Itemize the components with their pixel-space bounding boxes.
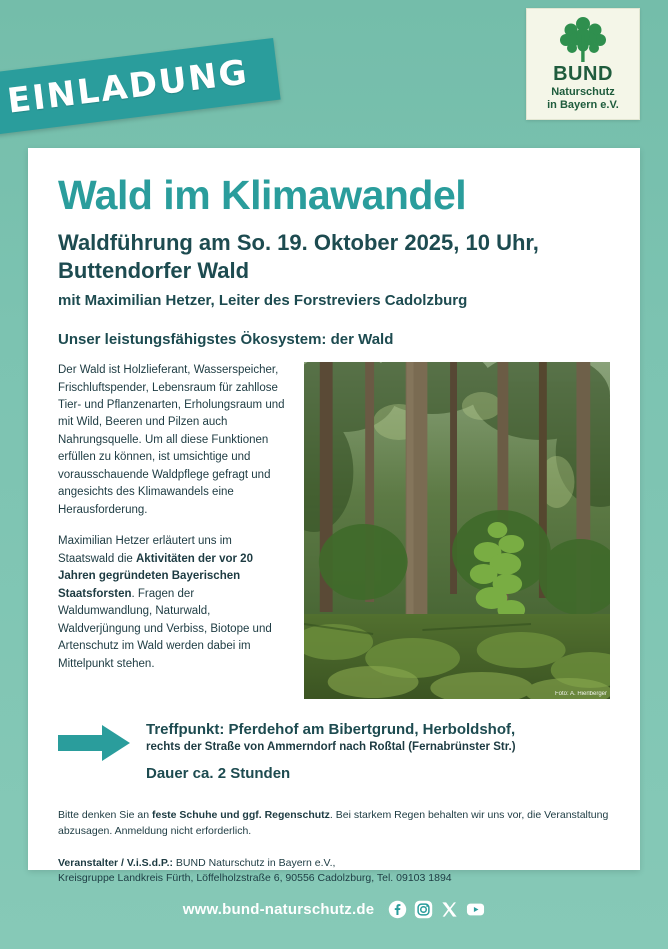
tree-icon (557, 15, 609, 63)
note-part2: . Bei starkem Regen behalten wir uns vor, die Veranstaltung abzusagen. Anmeldung nicht erforderlich. (58, 809, 609, 837)
logo-wordmark: BUND (553, 63, 613, 85)
invitation-banner (0, 38, 281, 136)
bund-logo (526, 8, 640, 120)
section-heading: Unser leistungsfähigstes Ökosystem: der Wald (58, 331, 394, 349)
event-byline: mit Maximilian Hetzer, Leiter des Forstreviers Cadolzburg (58, 292, 468, 310)
meeting-point-row (58, 721, 610, 782)
organizer-label: Veranstalter / V.i.S.d.P.: (58, 856, 173, 869)
organizer-name: BUND Naturschutz in Bayern e.V., (172, 856, 336, 869)
text-column (58, 362, 286, 699)
note-bold: feste Schuhe und ggf. Regenschutz (151, 809, 330, 822)
meeting-point-text (146, 721, 610, 782)
website-url[interactable]: www.bund-naturschutz.de (182, 901, 375, 918)
invitation-banner-label: EINLADUNG (5, 52, 251, 122)
forest-photo-image (304, 362, 610, 699)
x-twitter-icon[interactable] (440, 900, 459, 919)
paragraph-2-part2: . Fragen der Waldumwandlung, Naturwald, Waldverjüngung und Verbiss, Biotope und Artenschutz im Wald werden dabei im Mittelpunkt stehen. (58, 587, 272, 670)
note-text (58, 808, 610, 840)
logo-subtitle-line2: in Bayern e.V. (547, 98, 619, 111)
content-card (28, 148, 640, 885)
youtube-icon[interactable] (466, 900, 485, 919)
paragraph-2-part1: Maximilian Hetzer erläutert uns im Staatswald die (58, 535, 232, 565)
paragraph-1: Der Wald ist Holzlieferant, Wasserspeicher, Frischluftspender, Lebensraum für zahllose Tier- und Pflanzenarten, Erholungsraum und mit Wild, Beeren und Pilzen auch Nahrungsquelle. Um all diese Funktionen erfüllen zu können, ist umsichtige und vorausschauende Waldpflege gefragt und angesichts des Klimawandels eine Herausforderung. (58, 364, 285, 516)
content-row (58, 362, 610, 699)
social-links (388, 900, 485, 919)
note-part1: Bitte denken Sie an (58, 809, 152, 822)
instagram-icon[interactable] (414, 900, 433, 919)
facebook-icon[interactable] (388, 900, 407, 919)
paragraph-2-bold: Aktivitäten der vor 20 Jahren gegründeten Bayerischen Staatsforsten (58, 552, 253, 600)
organizer-address: Kreisgruppe Landkreis Fürth, Löffelholzstraße 6, 90556 Cadolzburg, Tel. 09103 1894 (58, 872, 452, 885)
paragraph-2 (58, 533, 286, 673)
event-subtitle: Waldführung am So. 19. Oktober 2025, 10 Uhr, Buttendorfer Wald (58, 230, 539, 283)
arrow-right-icon (58, 725, 130, 761)
footer (0, 870, 668, 949)
forest-photo (304, 362, 610, 699)
meeting-point-title: Treffpunkt: Pferdehof am Bibertgrund, Herboldshof, (146, 721, 516, 739)
page-title: Wald im Klimawandel (58, 172, 467, 218)
duration-text: Dauer ca. 2 Stunden (146, 765, 291, 783)
arrow-icon (58, 721, 146, 766)
logo-subtitle (547, 86, 619, 111)
meeting-point-detail: rechts der Straße von Ammerndorf nach Roßtal (Fernabrünster Str.) (146, 741, 516, 754)
logo-subtitle-line1: Naturschutz (551, 86, 615, 98)
photo-credit: Foto: A. Hierlberger (554, 691, 607, 698)
